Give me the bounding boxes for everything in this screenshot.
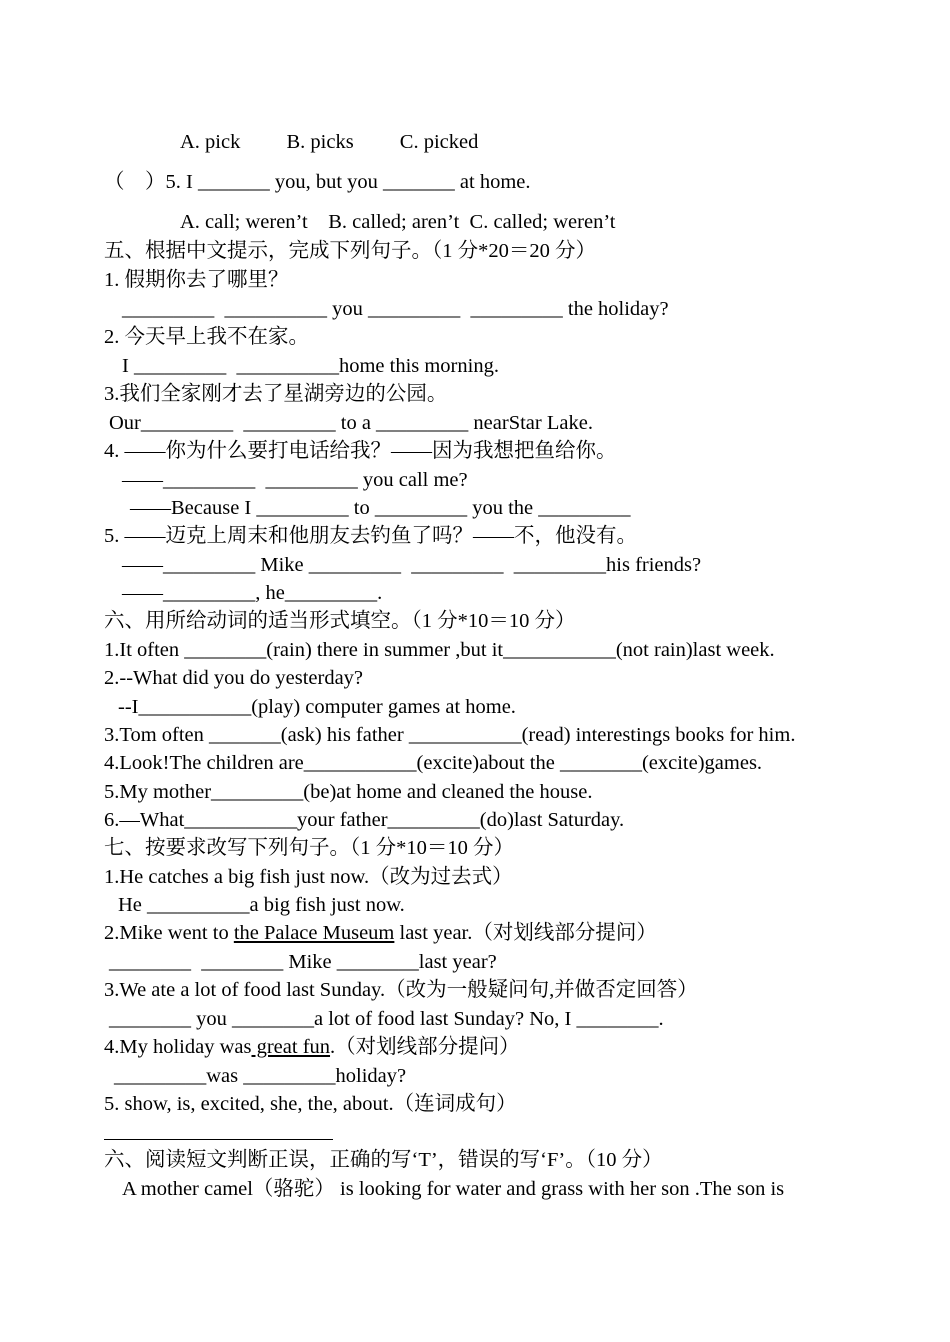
- s7-q3-answer: ________ you ________a lot of food last Sunday? No, I ________.: [109, 1008, 664, 1030]
- s6-q2-answer: --I___________(play) computer games at home.: [118, 696, 516, 718]
- s5-q3-answer-line: Our_________ _________ to a _________ nearStar Lake.: [109, 412, 593, 434]
- q5-options: A. call; weren’t B. called; aren’t C. called; weren’t: [180, 211, 616, 233]
- s7-q2-underlined-part: the Palace Museum: [233, 922, 395, 944]
- s6-q6: 6.—What___________your father_________(do)last Saturday.: [104, 809, 625, 831]
- s7-q4-text-before: 4.My holiday was: [104, 1036, 252, 1058]
- s7-q4-text-after: .（对划线部分提问）: [330, 1036, 520, 1058]
- s7-q4: [104, 1034, 520, 1060]
- reading-section-heading: 六、阅读短文判断正误，正确的写‘T’，错误的写‘F’。（10 分）: [104, 1149, 663, 1171]
- s5-q3-prompt: 3.我们全家刚才去了星湖旁边的公园。: [104, 383, 448, 405]
- s5-q1-prompt: 1. 假期你去了哪里？: [104, 269, 289, 291]
- s7-q2-text-after: last year.（对划线部分提问）: [394, 922, 657, 944]
- q4-options: A. pick B. picks C. picked: [180, 131, 479, 153]
- s7-q4-answer: _________was _________holiday?: [114, 1065, 407, 1087]
- s5-q5-prompt: 5. ――迈克上周末和他朋友去钓鱼了吗？――不，他没有。: [104, 525, 637, 547]
- s6-q1: 1.It often ________(rain) there in summer ,but it___________(not rain)last week.: [104, 639, 775, 661]
- s7-q1-answer: He __________a big fish just now.: [118, 894, 405, 916]
- s5-q2-prompt: 2. 今天早上我不在家。: [104, 326, 309, 348]
- section-7-heading: 七、按要求改写下列句子。（1 分*10＝10 分）: [104, 837, 514, 859]
- s5-q1-answer-line: _________ __________ you _________ _________ the holiday?: [122, 298, 669, 320]
- s5-q4-answer-line-2: ――Because I _________ to _________ you the _________: [130, 497, 631, 519]
- q5-question: （ ）5. I _______ you, but you _______ at home.: [104, 171, 531, 193]
- s5-q5-answer-line-2: ――_________, he_________.: [122, 582, 383, 604]
- s5-q2-answer-line: I _________ __________home this morning.: [122, 355, 499, 377]
- s6-q2-question: 2.--What did you do yesterday?: [104, 667, 364, 689]
- s7-q2-answer: ________ ________ Mike ________last year?: [109, 951, 497, 973]
- s7-q2: [104, 920, 657, 946]
- s6-q3: 3.Tom often _______(ask) his father ___________(read) interestings books for him.: [104, 724, 796, 746]
- s6-q5: 5.My mother_________(be)at home and cleaned the house.: [104, 781, 593, 803]
- section-5-heading: 五、根据中文提示，完成下列句子。（1 分*20＝20 分）: [104, 240, 596, 262]
- s7-q4-underlined-part: great fun: [251, 1036, 331, 1058]
- reading-passage-line-1: A mother camel（骆驼） is looking for water and grass with her son .The son is: [122, 1178, 785, 1200]
- section-6-heading: 六、用所给动词的适当形式填空。（1 分*10＝10 分）: [104, 610, 576, 632]
- s7-q2-text-before: 2.Mike went to: [104, 922, 234, 944]
- s6-q4: 4.Look!The children are___________(excite)about the ________(excite)games.: [104, 752, 763, 774]
- s7-q5: 5. show, is, excited, she, the, about.（连词成句）: [104, 1093, 517, 1115]
- s7-q3: 3.We ate a lot of food last Sunday.（改为一般疑问句,并做否定回答）: [104, 979, 698, 1001]
- s5-q4-prompt: 4. ――你为什么要打电话给我？――因为我想把鱼给你。: [104, 440, 617, 462]
- s7-q5-answer-rule: [104, 1139, 333, 1140]
- s7-q1: 1.He catches a big fish just now.（改为过去式）: [104, 866, 513, 888]
- s5-q5-answer-line-1: ――_________ Mike _________ _________ _________his friends?: [122, 554, 702, 576]
- s5-q4-answer-line-1: ――_________ _________ you call me?: [122, 469, 468, 491]
